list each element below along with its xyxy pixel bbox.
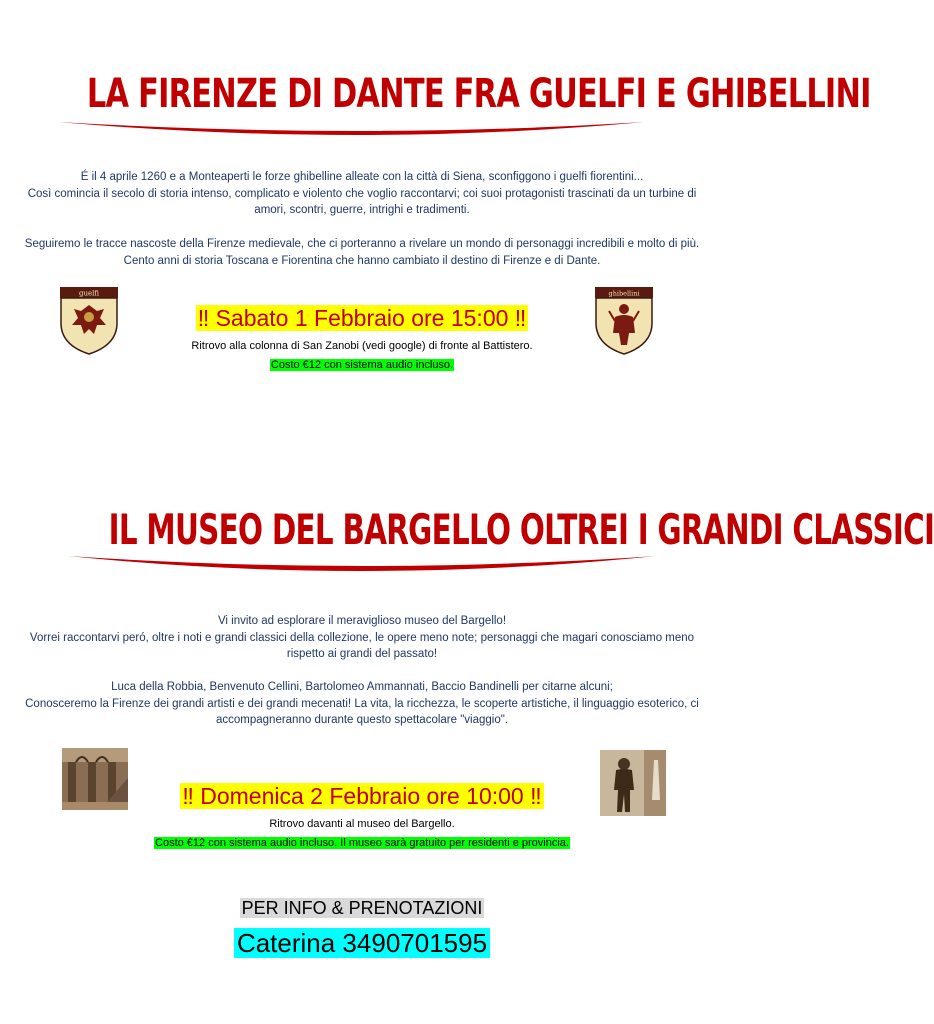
- event2-cost-text: Costo €12 con sistema audio incluso. Il museo sarà gratuito per residenti e provincia.: [155, 837, 569, 849]
- guelfi-shield-label: guelfi: [78, 289, 100, 298]
- contact-phone[interactable]: Caterina 3490701595: [234, 928, 490, 958]
- event1-paragraph-1: É il 4 aprile 1260 e a Monteaperti le forze ghibelline alleate con la città di Siena, sconfiggono i guelfi fiorentini... Così comincia il secolo di storia intenso, complicato e violento che voglio raccontarvi; coi suoi protagonisti trascinati da un turbine di amori, scontri, guerre, intrighi e tradimenti.: [27, 171, 697, 216]
- event2-paragraph-2: Luca della Robbia, Benvenuto Cellini, Bartolomeo Ammannati, Baccio Bandinelli per citarne alcuni; Conosceremo la Firenze dei grandi artisti e dei grandi mecenati! La vita, la ricchezza, le scoperte artistiche, il linguaggio esoterico, ci accompagneranno durante questo spettacolare "viaggio".: [25, 681, 699, 726]
- event1-title-text: LA FIRENZE DI DANTE FRA GUELFI E GHIBELLINI: [86, 71, 871, 117]
- event2-cost: [0, 836, 724, 850]
- event2-date: [0, 782, 724, 810]
- ghibellini-shield-label: ghibellini: [608, 289, 640, 298]
- event2-title-text: IL MUSEO DEL BARGELLO OLTREI I GRANDI CLASSICI: [108, 505, 934, 554]
- event2-intro: [20, 613, 704, 663]
- event1-meeting: Ritrovo alla colonna di San Zanobi (vedi google) di fronte al Battistero.: [191, 340, 533, 352]
- event1-cost-text: Costo €12 con sistema audio incluso.: [270, 359, 454, 371]
- event2-meeting: Ritrovo davanti al museo del Bargello.: [269, 818, 455, 830]
- contact-line: [0, 926, 724, 960]
- event1-paragraph-2: Seguiremo le tracce nascoste della Firenze medievale, che ci porteranno a rivelare un mondo di personaggi incredibili e molto di più. Cento anni di storia Toscana e Fiorentina che hanno cambiato il destino di Firenze e di Dante.: [24, 238, 700, 267]
- info-heading-text: PER INFO & PRENOTAZIONI: [241, 898, 483, 918]
- info-heading: [0, 896, 724, 920]
- event2-paragraph-1: Vi invito ad esplorare il meraviglioso museo del Bargello! Vorrei raccontarvi peró, oltre i noti e grandi classici della collezione, le opere meno note; personaggi che magari conosciamo meno rispetto ai grandi del passato!: [29, 615, 695, 660]
- event2-date-text: ‼ Domenica 2 Febbraio ore 10:00 ‼: [182, 783, 542, 809]
- event1-date-text: ‼ Sabato 1 Febbraio ore 15:00 ‼: [197, 305, 527, 331]
- event2-title-underline: [0, 0, 724, 600]
- event2-details: [20, 679, 704, 729]
